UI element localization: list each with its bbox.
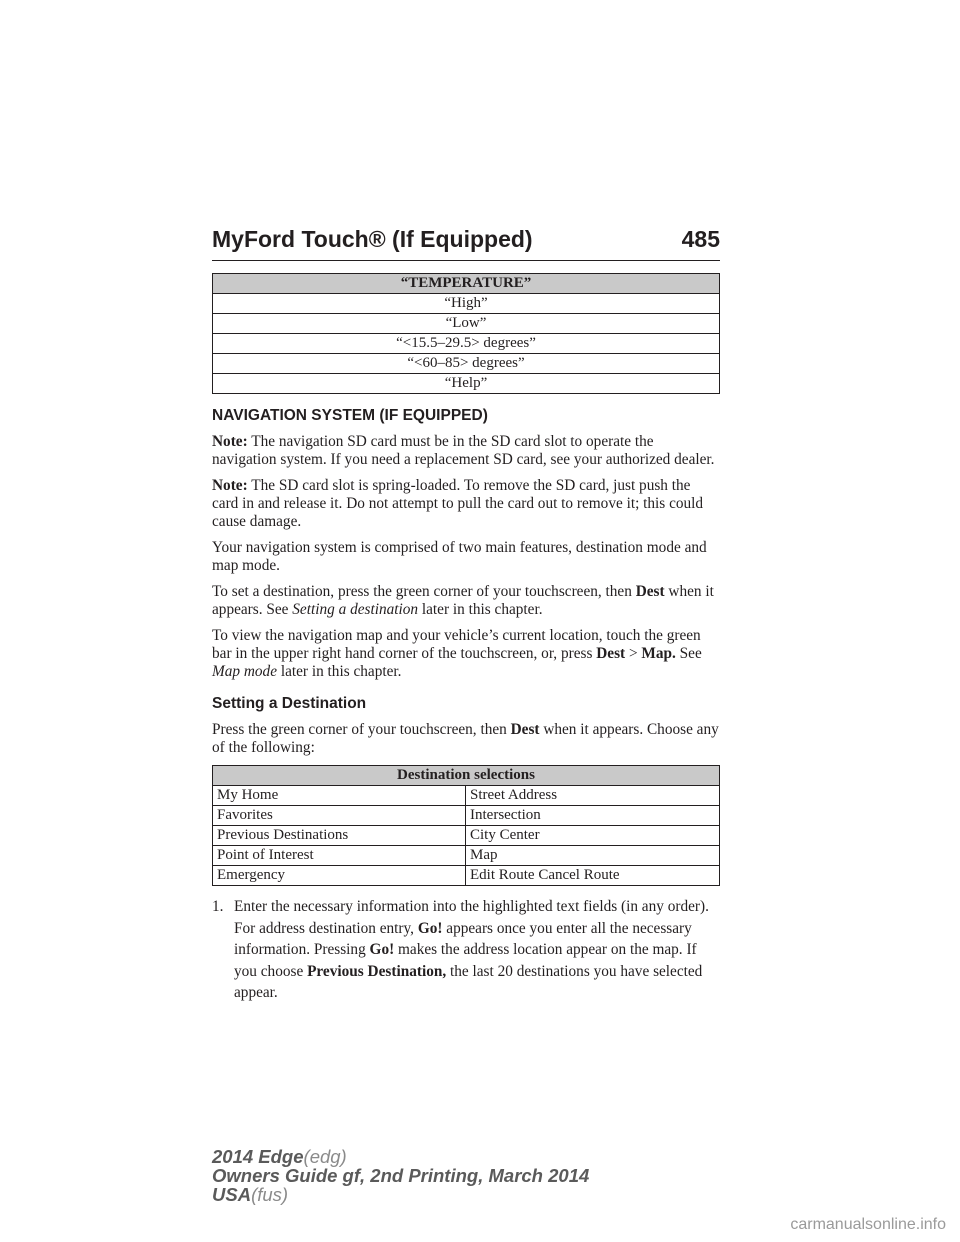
go-keyword: Go!: [369, 941, 395, 958]
setting-destination-heading: Setting a Destination: [212, 695, 367, 712]
table-row: “<60–85> degrees”: [213, 354, 720, 374]
table-row: “<15.5–29.5> degrees”: [213, 334, 720, 354]
table-row: [213, 826, 720, 846]
page-header: [212, 226, 720, 261]
table-cell: City Center: [466, 826, 720, 846]
table-cell: Edit Route Cancel Route: [466, 866, 720, 886]
previous-destination-keyword: Previous Destination,: [307, 962, 447, 980]
table-row: [213, 866, 720, 886]
note-paragraph: [212, 477, 720, 531]
note-text: The SD card slot is spring-loaded. To remove the SD card, just push the card in and release it. Do not attempt to pull the card out to remove it; this could cause damage.: [212, 477, 704, 530]
text-run: appears once you enter all the necessary information. Pressing: [234, 919, 692, 958]
chapter-title: MyFord Touch® (If Equipped): [212, 226, 533, 252]
text-run: To view the navigation map and your vehicle’s current location, touch the green bar in the upper right hand corner of the touchscreen, or, press: [212, 627, 701, 662]
table-cell: Previous Destinations: [213, 826, 466, 846]
market-code: (fus): [251, 1184, 289, 1205]
table-cell: Emergency: [213, 866, 466, 886]
cross-reference: Setting a destination: [292, 601, 419, 618]
body-paragraph: [212, 721, 720, 757]
table-cell: Point of Interest: [213, 846, 466, 866]
body-paragraph: Your navigation system is comprised of two main features, destination mode and map mode.: [212, 539, 707, 574]
text-run: when it appears. See: [212, 583, 714, 618]
table-heading: “TEMPERATURE”: [213, 274, 720, 294]
model-code: (edg): [303, 1146, 347, 1167]
table-row: [213, 786, 720, 806]
footer-line: Owners Guide gf, 2nd Printing, March 2014: [212, 1165, 590, 1186]
text-run: See: [675, 645, 702, 662]
text-run: the last 20 destinations you have selected appear.: [234, 962, 703, 1001]
note-label: Note:: [212, 477, 248, 494]
model-year: 2014 Edge: [212, 1146, 304, 1167]
text-run: later in this chapter.: [277, 663, 402, 680]
table-cell: Street Address: [466, 786, 720, 806]
text-run: Press the green corner of your touchscreen, then: [212, 721, 511, 738]
map-keyword: Map.: [641, 645, 676, 662]
go-keyword: Go!: [417, 919, 443, 937]
footer-line: [212, 1147, 589, 1166]
text-run: To set a destination, press the green corner of your touchscreen, then: [212, 583, 636, 600]
table-cell: Favorites: [213, 806, 466, 826]
table-heading: Destination selections: [213, 766, 720, 786]
cross-reference: Map mode: [212, 663, 277, 680]
destination-selections-table: [212, 765, 720, 886]
table-row: [213, 806, 720, 826]
body-paragraph: [212, 627, 720, 681]
watermark: carmanualsonline.info: [790, 1216, 946, 1233]
text-run: later in this chapter.: [418, 601, 543, 618]
table-cell: My Home: [213, 786, 466, 806]
table-row: [213, 846, 720, 866]
step-number: 1.: [212, 898, 224, 915]
table-row: “Low”: [213, 314, 720, 334]
main-content: [212, 407, 720, 1004]
temperature-commands-table: [212, 273, 720, 394]
note-label: Note:: [212, 433, 248, 450]
text-run: Enter the necessary information into the highlighted text fields (in any order). For address destination entry,: [234, 898, 709, 937]
text-run: >: [625, 645, 642, 662]
page-number: 485: [681, 226, 720, 252]
table-cell: Map: [466, 846, 720, 866]
footer-line: [212, 1185, 589, 1204]
dest-keyword: Dest: [635, 583, 665, 600]
table-row: “Help”: [213, 374, 720, 394]
navigation-heading: NAVIGATION SYSTEM (IF EQUIPPED): [212, 407, 488, 424]
dest-keyword: Dest: [596, 645, 626, 662]
numbered-step: [212, 896, 720, 1004]
text-run: when it appears. Choose any of the following:: [212, 721, 719, 756]
note-text: The navigation SD card must be in the SD card slot to operate the navigation system. If you need a replacement SD card, see your authorized dealer.: [212, 433, 715, 468]
dest-keyword: Dest: [510, 721, 540, 738]
table-row: “High”: [213, 294, 720, 314]
note-paragraph: [212, 433, 720, 469]
body-paragraph: [212, 583, 720, 619]
page-footer: [212, 1147, 589, 1204]
market: USA: [212, 1184, 252, 1205]
step-text: [234, 896, 720, 1004]
text-run: makes the address location appear on the map. If you choose: [234, 941, 697, 980]
table-cell: Intersection: [466, 806, 720, 826]
